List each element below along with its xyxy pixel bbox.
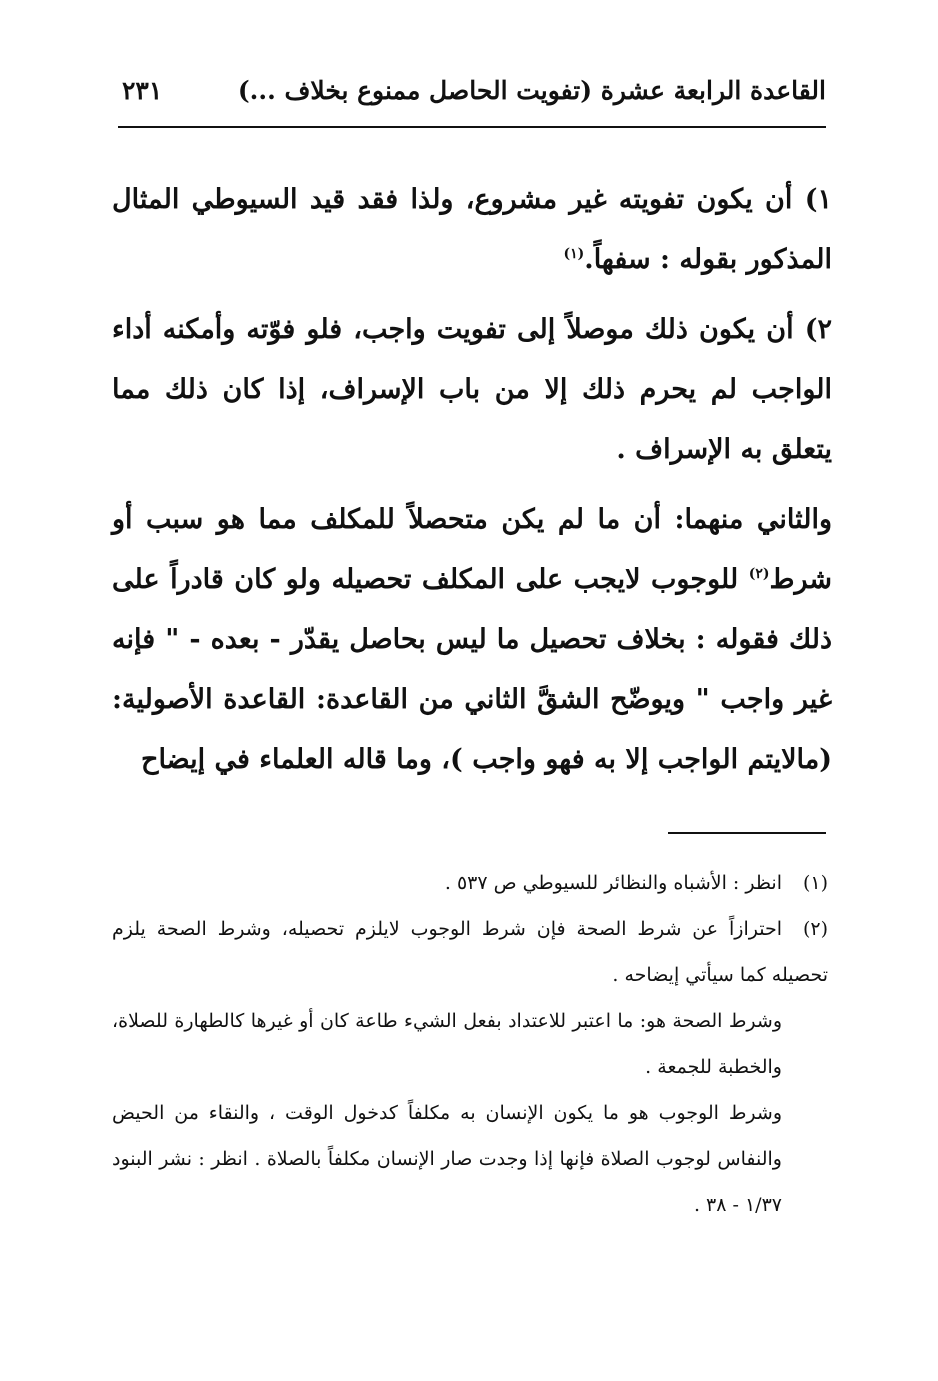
footnotes	[112, 860, 828, 1228]
paragraph-text: للوجوب لايجب على المكلف تحصيله ولو كان قادراً على ذلك فقوله : بخلاف تحصيل ما ليس بحاصل يقدّر - بعده - " فإنه غير واجب " ويوضّح الشقَّ الثاني من القاعدة: القاعدة الأصولية: (مالايتم الواجب إلا به فهو واجب )، وما قاله العلماء في إيضاح	[112, 564, 832, 775]
main-text	[112, 170, 832, 800]
paragraph-text: ٢) أن يكون ذلك موصلاً إلى تفويت واجب، فلو فوّته وأمكنه أداء الواجب لم يحرم ذلك إلا من باب الإسراف، إذا كان ذلك مما يتعلق به الإسراف .	[112, 314, 832, 465]
paragraph-text: ١) أن يكون تفويته غير مشروع، ولذا فقد قيد السيوطي المثال المذكور بقوله : سفهاً.	[112, 184, 832, 275]
footnote-marker-2: (٢)	[748, 566, 770, 582]
paragraph-condition-2	[112, 300, 832, 480]
footnote-text: انظر : الأشباه والنظائر للسيوطي ص ٥٣٧ .	[444, 872, 782, 894]
page-number: ٢٣١	[122, 76, 163, 105]
footnote-text: احترازاً عن شرط الصحة فإن شرط الوجوب لايلزم تحصيله، وشرط الصحة يلزم تحصيله كما سيأتي إيضاحه .	[112, 918, 828, 986]
footnote-1	[112, 860, 828, 906]
paragraph-condition-1	[112, 170, 832, 290]
footnote-2-continuation: وشرط الصحة هو: ما اعتبر للاعتداد بفعل الشيء طاعة كان أو غيرها كالطهارة للصلاة، والخطبة للجمعة .	[112, 1010, 782, 1078]
paragraph-second-part	[112, 490, 832, 790]
footnote-2-continuation: وشرط الوجوب هو ما يكون الإنسان به مكلفاً كدخول الوقت ، والنقاء من الحيض والنفاس لوجوب الصلاة فإنها إذا وجدت صار الإنسان مكلفاً بالصلاة . انظر : نشر البنود ١/٣٧ - ٣٨ .	[112, 1102, 782, 1216]
footnote-divider	[668, 832, 826, 834]
header-divider	[118, 126, 826, 128]
footnote-number: (١)	[802, 872, 828, 894]
running-header	[118, 70, 826, 130]
footnote-number: (٢)	[802, 918, 828, 940]
footnote-marker-1: (١)	[563, 246, 585, 262]
footnote-2	[112, 906, 828, 998]
chapter-title: القاعدة الرابعة عشرة (تفويت الحاصل ممنوع بخلاف ...)	[237, 76, 826, 105]
paragraph-text: والثاني منهما: أن ما لم يكن متحصلاً للمكلف مما هو سبب أو شرط	[112, 504, 832, 595]
